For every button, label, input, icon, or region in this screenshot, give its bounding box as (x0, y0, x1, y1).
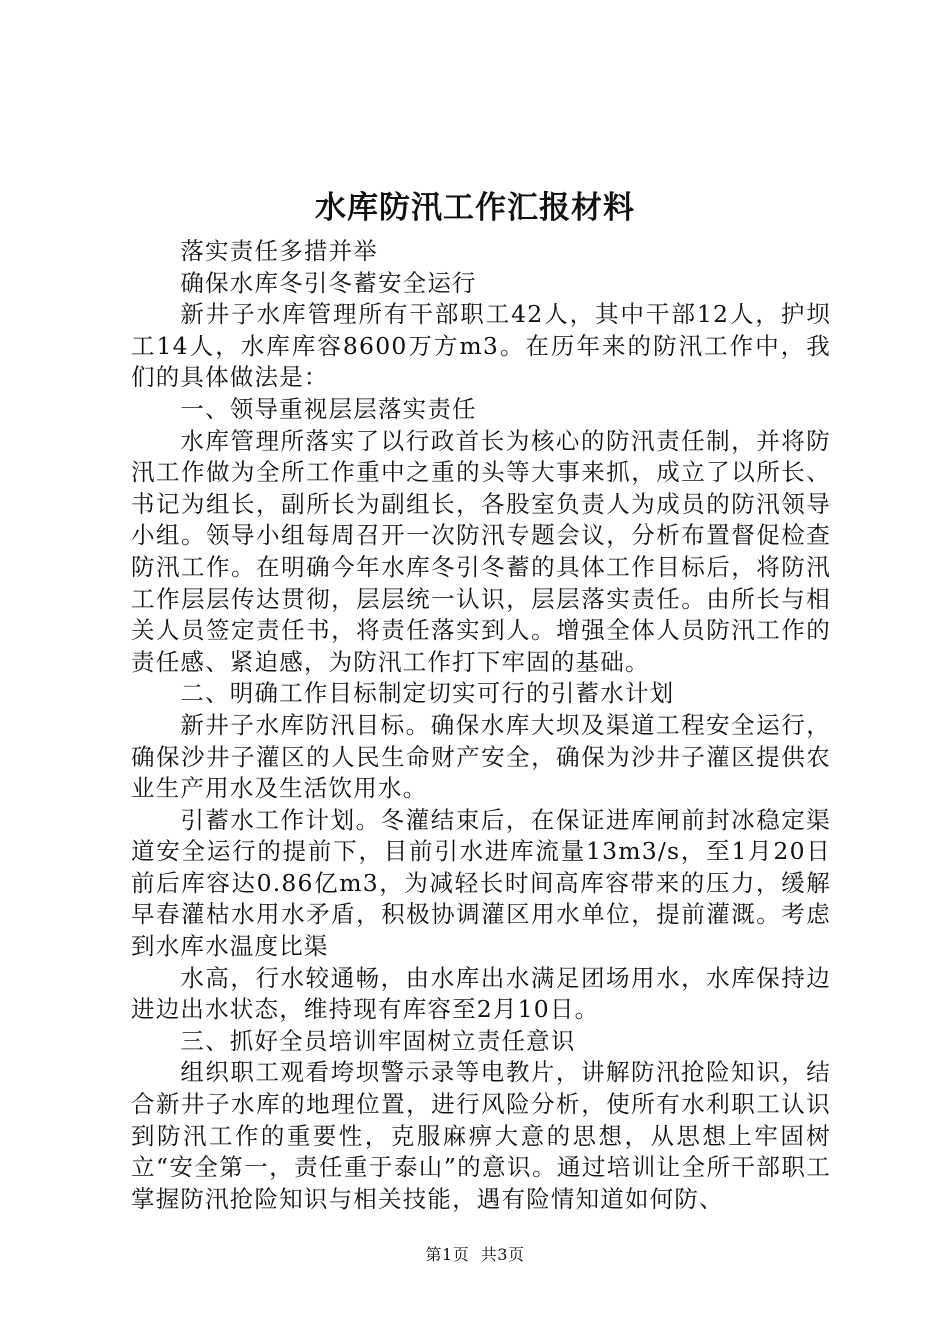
page-number: 第1页 (425, 1245, 470, 1264)
document-title: 水库防汛工作汇报材料 (315, 190, 635, 226)
intro-paragraph: 新井子水库管理所有干部职工42人，其中干部12人，护坝工14人，水库库容8600万方m3。在历年来的防汛工作中，我们的具体做法是： (131, 300, 831, 392)
section-heading-3: 三、抓好全员培训牢固树立责任意识 (180, 1026, 576, 1055)
section-heading-2: 二、明确工作目标制定切实可行的引蓄水计划 (180, 679, 675, 708)
section-3-paragraph: 组织职工观看垮坝警示录等电教片，讲解防汛抢险知识，结合新井子水库的地理位置，进行风险分析，使所有水利职工认识到防汛工作的重要性，克服麻痹大意的思想，从思想上牢固树立“安全第一，责任重于泰山”的意识。通过培训让全所干部职工掌握防汛抢险知识与相关技能，遇有险情知道如何防、 (131, 1058, 831, 1213)
document-body (131, 236, 831, 1215)
section-2-paragraph-3: 水高，行水较通畅，由水库出水满足团场用水，水库保持边进边出水状态，维持现有库容至2月10日。 (131, 963, 831, 1024)
section-heading-1: 一、领导重视层层落实责任 (180, 394, 477, 423)
subtitle-line-2: 确保水库冬引冬蓄安全运行 (180, 268, 477, 297)
section-2-paragraph-2: 引蓄水工作计划。冬灌结束后，在保证进库闸前封冰稳定渠道安全运行的提前下，目前引水进库流量13m3/s，至1月20日前后库容达0.86亿m3，为减轻长时间高库容带来的压力，缓解早春灌枯水用水矛盾，积极协调灌区用水单位，提前灌溉。考虑到水库水温度比渠 (131, 805, 831, 961)
page-total: 共3页 (480, 1245, 525, 1264)
section-2-paragraph-1: 新井子水库防汛目标。确保水库大坝及渠道工程安全运行，确保沙井子灌区的人民生命财产安全，确保为沙井子灌区提供农业生产用水及生活饮用水。 (131, 710, 831, 803)
subtitle-line-1: 落实责任多措并举 (180, 237, 378, 265)
page-footer (0, 1244, 950, 1266)
section-1-paragraph: 水库管理所落实了以行政首长为核心的防汛责任制，并将防汛工作做为全所工作重中之重的头等大事来抓，成立了以所长、书记为组长，副所长为副组长，各股室负责人为成员的防汛领导小组。领导小组每周召开一次防汛专题会议，分析布置督促检查防汛工作。在明确今年水库冬引冬蓄的具体工作目标后，将防汛工作层层传达贯彻，层层统一认识，层层落实责任。由所长与相关人员签定责任书，将责任落实到人。增强全体人员防汛工作的责任感、紧迫感，为防汛工作打下牢固的基础。 (131, 426, 831, 676)
